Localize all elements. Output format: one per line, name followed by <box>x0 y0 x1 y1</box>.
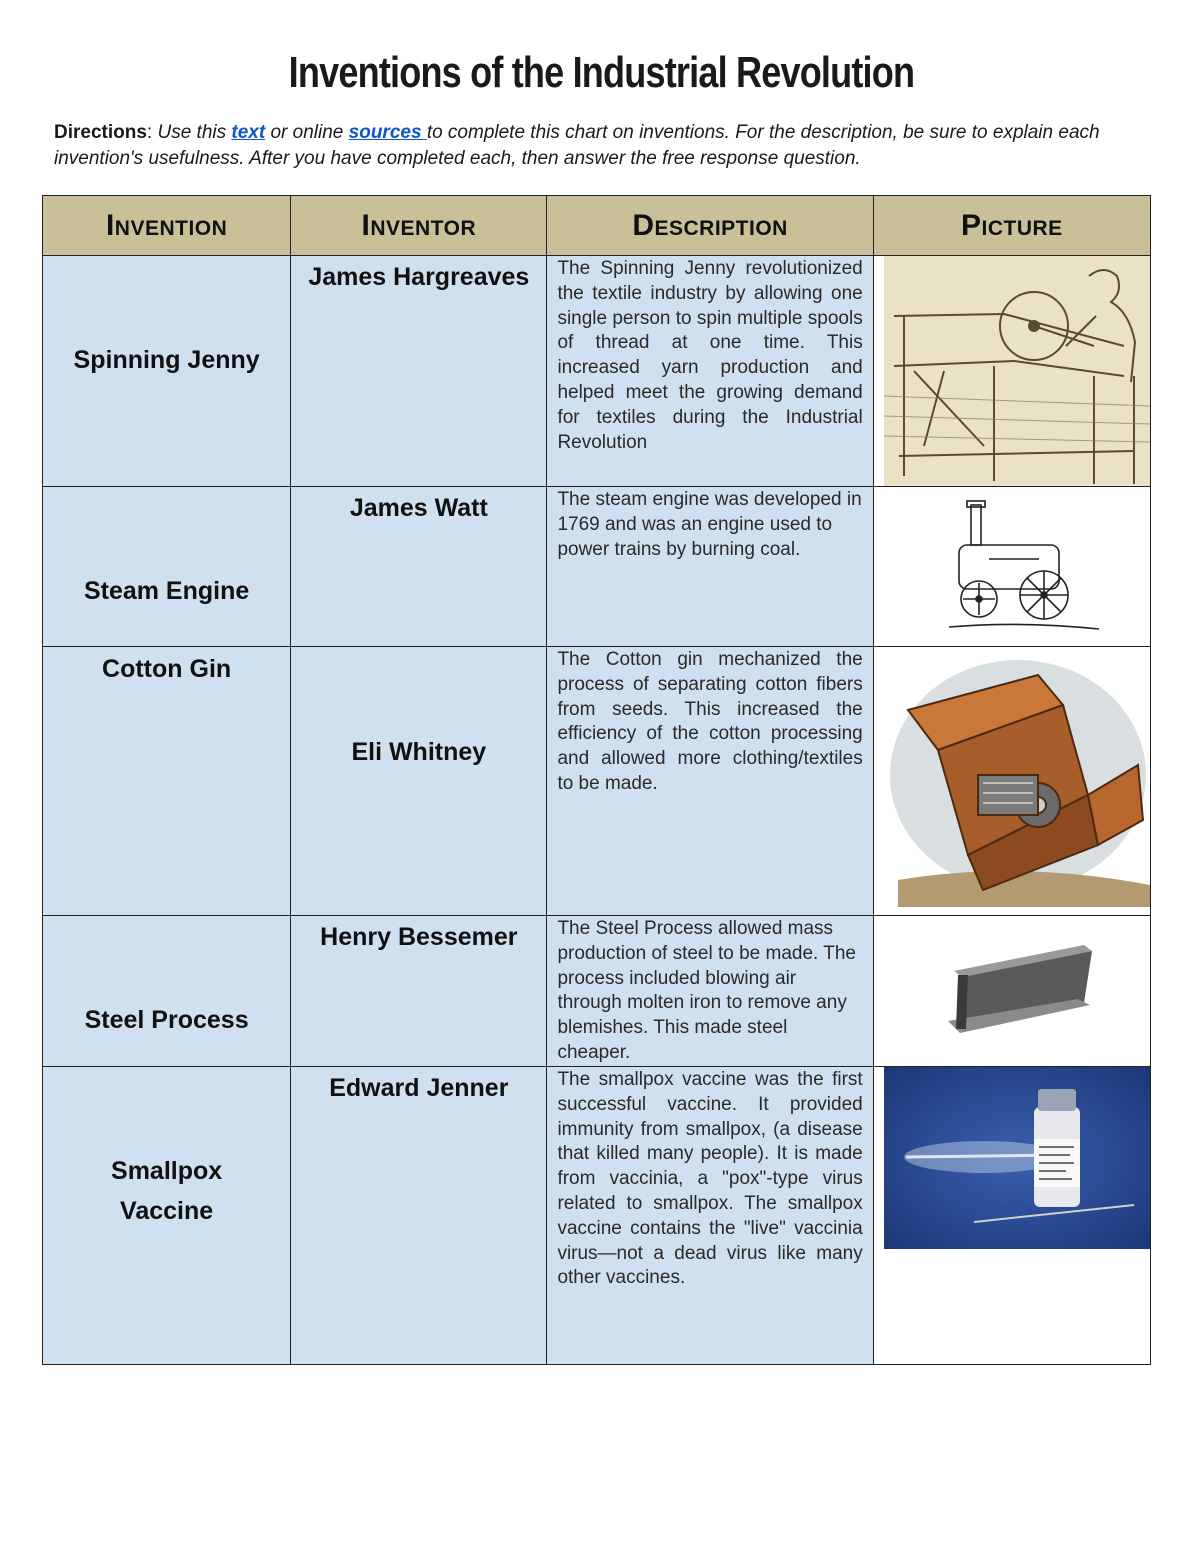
invention-name: Steel Process <box>84 1006 249 1034</box>
table-row <box>43 487 1151 647</box>
description-text: The Steel Process allowed mass production of steel to be made. The process included blowing air through molten iron to remove any blemishes. This made steel cheaper. <box>557 918 857 1063</box>
picture-cell <box>873 916 1150 1067</box>
invention-name: Spinning Jenny <box>73 346 260 374</box>
directions <box>54 120 1134 172</box>
description-text: The smallpox vaccine was the first successful vaccine. It provided immunity from smallpox, (a disease that killed many people). It is made from vaccinia, a "pox"-type virus related to smallpox. The smallpox vaccine contains the "live" vaccinia virus—not a dead virus like many other vaccines. <box>557 1069 863 1289</box>
description-cell <box>547 916 873 1067</box>
picture-cell <box>873 647 1150 916</box>
inventor-name: James Watt <box>349 494 488 522</box>
directions-text-1: Use this <box>157 122 232 143</box>
header-description: Description <box>547 196 873 256</box>
invention-cell <box>43 647 291 916</box>
header-inventor: Inventor <box>291 196 547 256</box>
inventor-name: Eli Whitney <box>351 738 487 766</box>
inventor-name: Henry Bessemer <box>320 923 518 951</box>
description-cell <box>547 256 873 487</box>
sources-link[interactable]: sources <box>348 122 427 143</box>
invention-name: Steam Engine <box>83 577 250 605</box>
vaccine-vial-photo-icon <box>884 1067 1150 1249</box>
directions-text-2: or online <box>265 122 349 143</box>
description-cell <box>547 1067 873 1365</box>
inventor-cell <box>291 916 547 1067</box>
page-title: Inventions of the Industrial Revolution <box>288 48 915 97</box>
invention-cell <box>43 916 291 1067</box>
inventor-name: Edward Jenner <box>329 1074 509 1102</box>
directions-colon: : <box>146 122 158 143</box>
invention-cell <box>43 487 291 647</box>
steel-beam-photo-icon <box>944 941 1099 1041</box>
table-header-row <box>43 196 1151 256</box>
invention-name-line1: Smallpox <box>111 1157 223 1185</box>
description-text: The Spinning Jenny revolutionized the textile industry by allowing one single person to spin multiple spools of thread at one time. This increased yarn production and helped meet the growing demand for textiles during the Industrial Revolution <box>557 258 863 453</box>
description-cell <box>547 647 873 916</box>
header-invention: Invention <box>43 196 291 256</box>
invention-name: Cotton Gin <box>102 655 232 683</box>
directions-label: Directions <box>54 122 147 143</box>
spinning-jenny-illustration-icon <box>884 256 1150 486</box>
inventor-cell <box>291 487 547 647</box>
picture-cell <box>873 487 1150 647</box>
text-link[interactable]: text <box>231 122 266 143</box>
inventor-cell <box>291 256 547 487</box>
table-row <box>43 916 1151 1067</box>
table-row <box>43 647 1151 916</box>
invention-name-line2: Vaccine <box>120 1197 214 1225</box>
invention-cell <box>43 1067 291 1365</box>
steam-engine-illustration-icon <box>949 499 1099 634</box>
inventor-cell <box>291 1067 547 1365</box>
header-picture: Picture <box>873 196 1150 256</box>
description-cell <box>547 487 873 647</box>
picture-cell <box>873 256 1150 487</box>
directions-text-3: to complete this chart on inventions. For the description, be sure to explain each invention's usefulness. After you have completed each, then answer the free response question. <box>54 122 1100 169</box>
cotton-gin-illustration-icon <box>888 655 1150 907</box>
picture-cell <box>873 1067 1150 1365</box>
inventions-table <box>42 195 1151 1365</box>
description-text: The steam engine was developed in 1769 and was an engine used to power trains by burning coal. <box>557 489 862 560</box>
invention-cell <box>43 256 291 487</box>
table-row <box>43 1067 1151 1365</box>
table-row <box>43 256 1151 487</box>
description-text: The Cotton gin mechanized the process of separating cotton fibers from seeds. This increased the efficiency of the cotton processing and allowed more clothing/textiles to be made. <box>557 649 863 794</box>
inventor-name: James Hargreaves <box>308 263 530 291</box>
inventor-cell <box>291 647 547 916</box>
